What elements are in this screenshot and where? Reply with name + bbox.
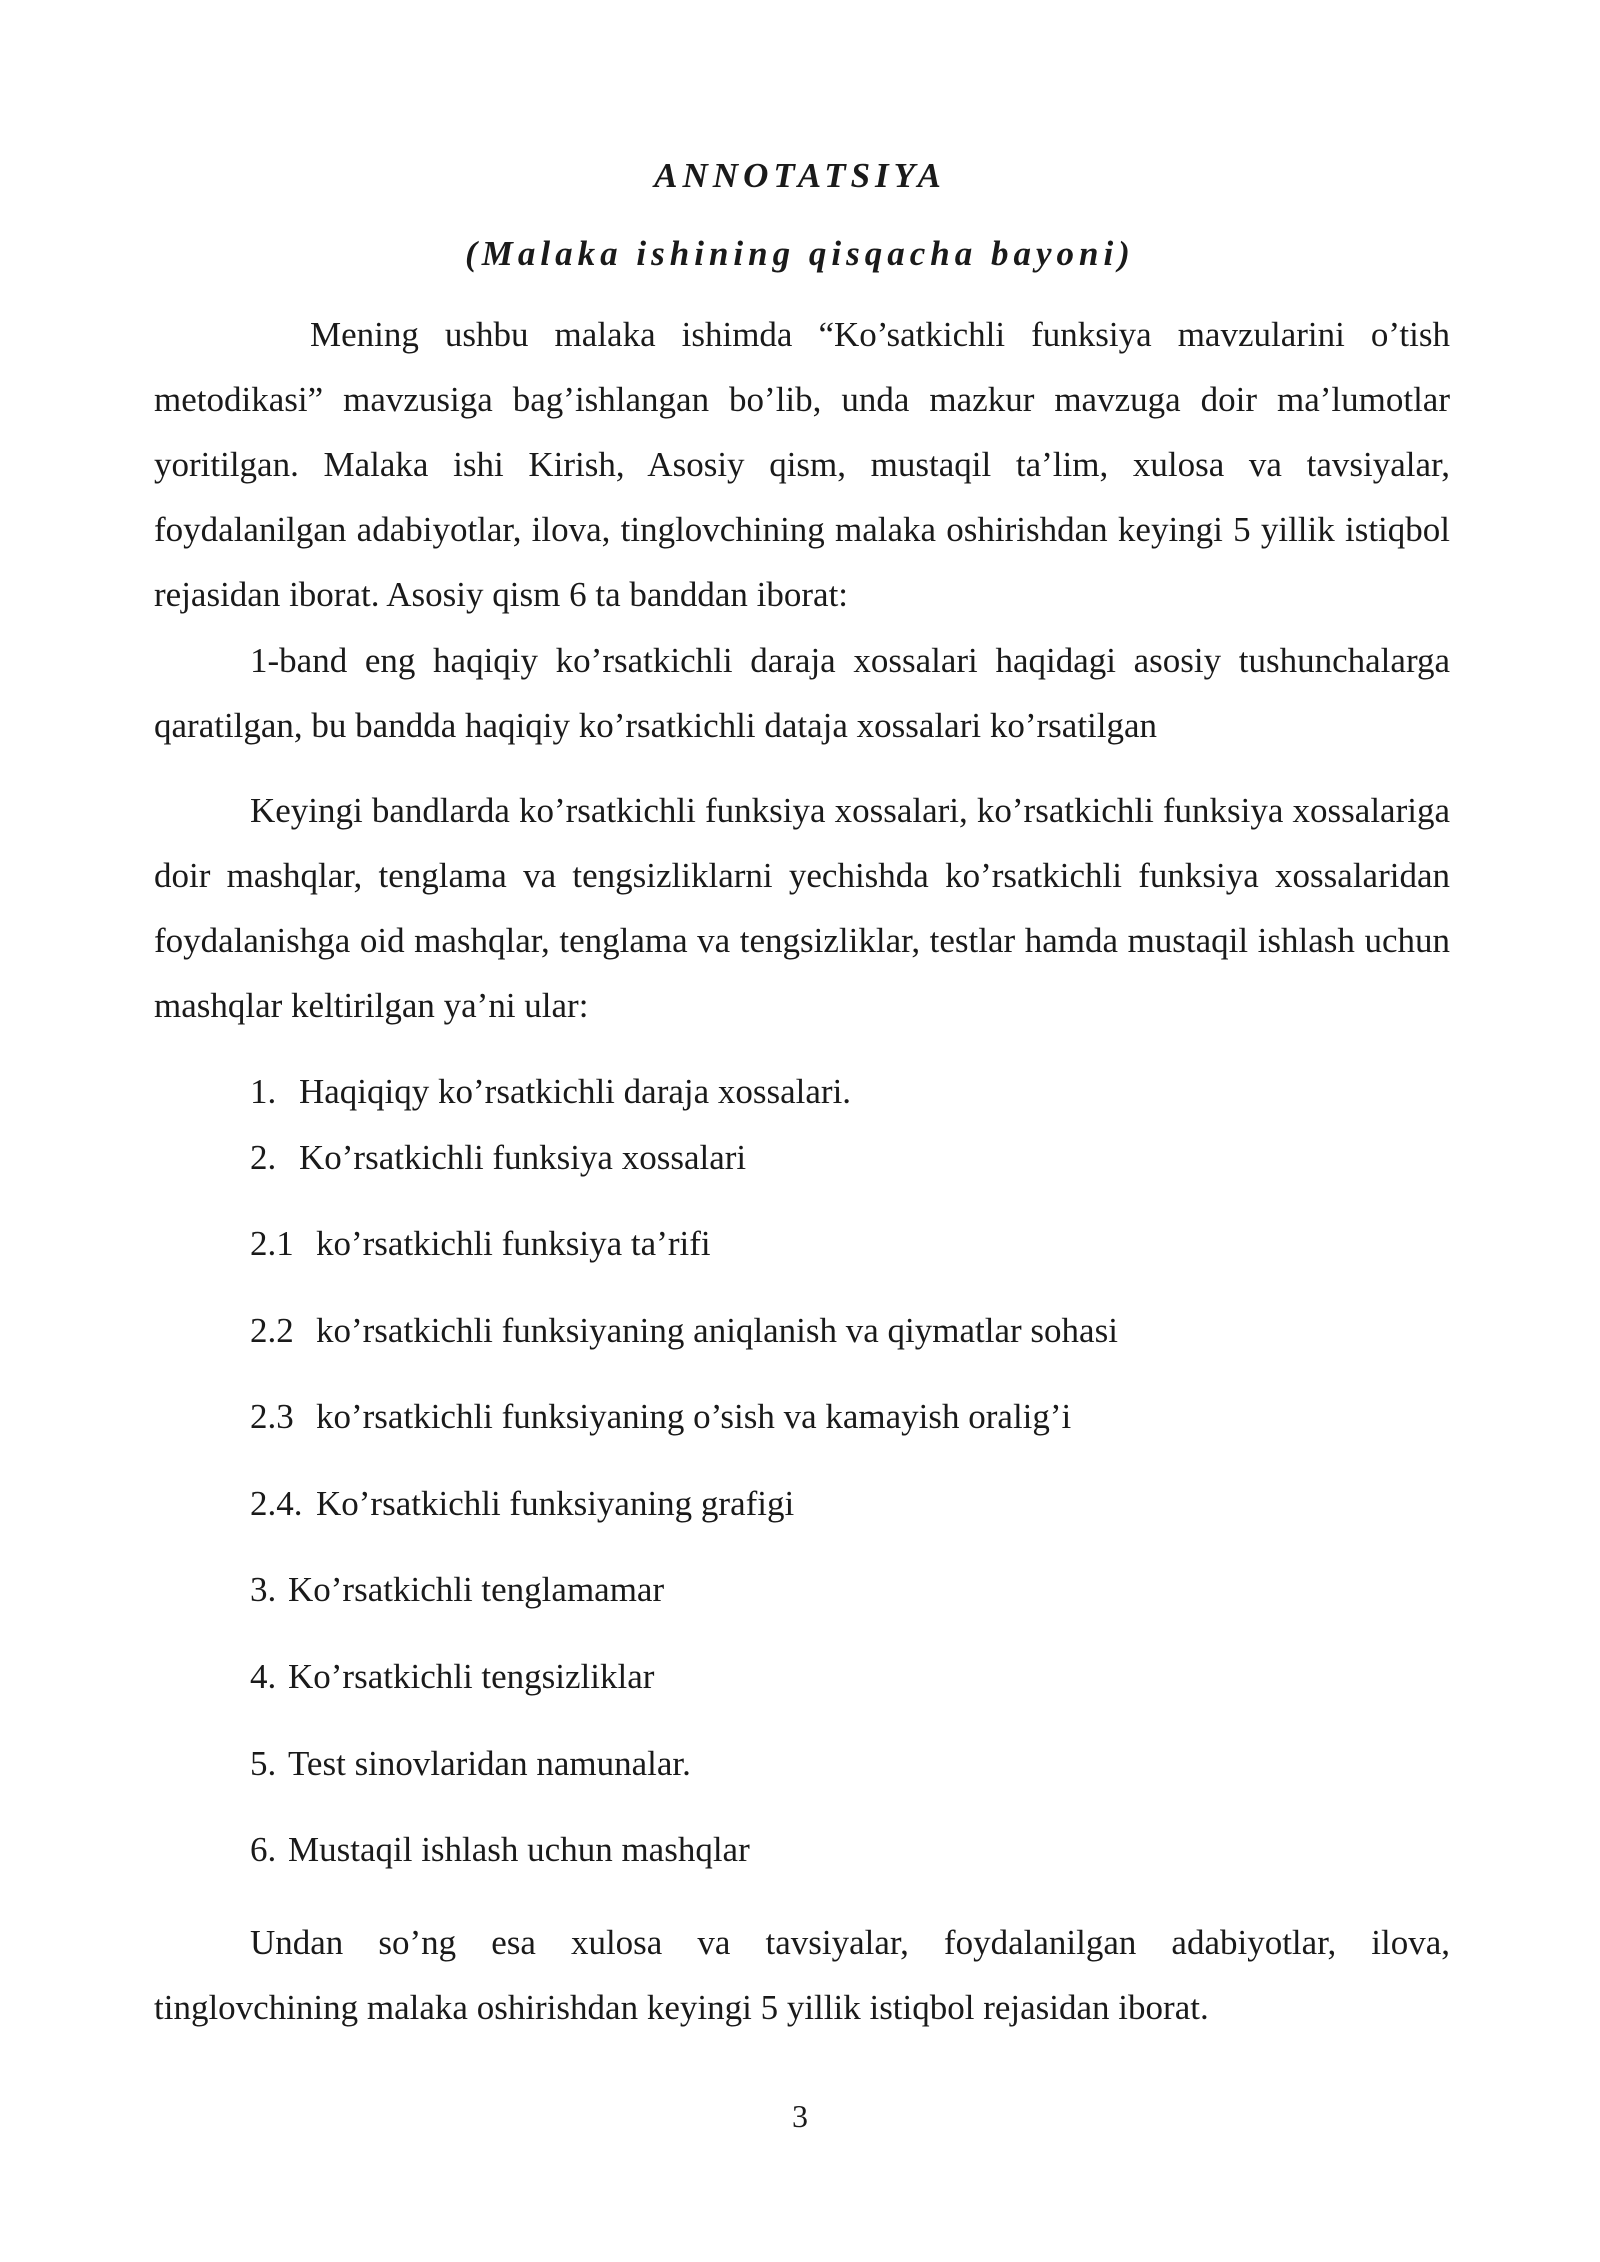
list-item-number: 6.	[250, 1830, 277, 1869]
band1-paragraph: 1-band eng haqiqiy ko’rsatkichli daraja xossalari haqidagi asosiy tushunchalarga qaratilgan, bu bandda haqiqiy ko’rsatkichli dataja xossalari ko’rsatilgan	[154, 641, 1450, 745]
list-item-number: 4.	[250, 1657, 277, 1696]
list-item-text: ko’rsatkichli funksiyaning aniqlanish va qiymatlar sohasi	[316, 1311, 1118, 1350]
document-subtitle: (Malaka ishining qisqacha bayoni)	[465, 234, 1135, 273]
list-item	[250, 1568, 664, 1612]
document-title: ANNOTATSIYA	[654, 156, 946, 195]
list-item	[250, 1655, 654, 1699]
list-item-number: 2.1	[250, 1224, 294, 1263]
intro-paragraph: Mening ushbu malaka ishimda “Ko’satkichli funksiya mavzularini o’tish metodikasi” mavzusiga bag’ishlangan bo’lib, unda mazkur mavzuga doir ma’lumotlar yoritilgan. Malaka ishi Kirish, Asosiy qism, mustaqil ta’lim, xulosa va tavsiyalar, foydalanilgan adabiyotlar, ilova, tinglovchining malaka oshirishdan keyingi 5 yillik istiqbol rejasidan iborat. Asosiy qism 6 ta banddan iborat:	[154, 315, 1450, 614]
conclusion-paragraph: Undan so’ng esa xulosa va tavsiyalar, foydalanilgan adabiyotlar, ilova, tinglovchining malaka oshirishdan keyingi 5 yillik istiqbol rejasidan iborat.	[154, 1923, 1450, 2027]
list-item	[250, 1309, 1118, 1353]
page-number: 3	[792, 2098, 808, 2134]
list-item	[250, 1482, 794, 1526]
list-item-number: 1.	[250, 1072, 277, 1111]
list-item-text: Ko’rsatkichli tenglamamar	[288, 1570, 665, 1609]
list-item	[250, 1742, 691, 1786]
list-item-number: 2.2	[250, 1311, 294, 1350]
list-item-number: 2.4.	[250, 1484, 303, 1523]
list-item-number: 5.	[250, 1744, 277, 1783]
list-item-text: Test sinovlaridan namunalar.	[288, 1744, 691, 1783]
list-item	[250, 1395, 1071, 1439]
list-item-text: Ko’rsatkichli funksiyaning grafigi	[316, 1484, 795, 1523]
list-item	[250, 1222, 711, 1266]
list-item-number: 3.	[250, 1570, 277, 1609]
next-bands-paragraph: Keyingi bandlarda ko’rsatkichli funksiya xossalari, ko’rsatkichli funksiya xossalariga doir mashqlar, tenglama va tengsizliklarni yechishda ko’rsatkichli funksiya xossalaridan foydalanishga oid mashqlar, tenglama va tengsizliklar, testlar hamda mustaqil ishlash uchun mashqlar keltirilgan ya’ni ular:	[154, 791, 1450, 1025]
list-item	[250, 1070, 851, 1114]
list-item	[250, 1828, 750, 1872]
list-item-text: ko’rsatkichli funksiya ta’rifi	[316, 1224, 711, 1263]
list-item-text: ko’rsatkichli funksiyaning o’sish va kamayish oralig’i	[316, 1397, 1072, 1436]
list-item	[250, 1136, 746, 1180]
list-item-text: Ko’rsatkichli funksiya xossalari	[299, 1138, 747, 1177]
list-item-text: Ko’rsatkichli tengsizliklar	[288, 1657, 655, 1696]
list-item-text: Mustaqil ishlash uchun mashqlar	[288, 1830, 750, 1869]
list-item-text: Haqiqiqy ko’rsatkichli daraja xossalari.	[299, 1072, 852, 1111]
list-item-number: 2.	[250, 1138, 277, 1177]
list-item-number: 2.3	[250, 1397, 294, 1436]
